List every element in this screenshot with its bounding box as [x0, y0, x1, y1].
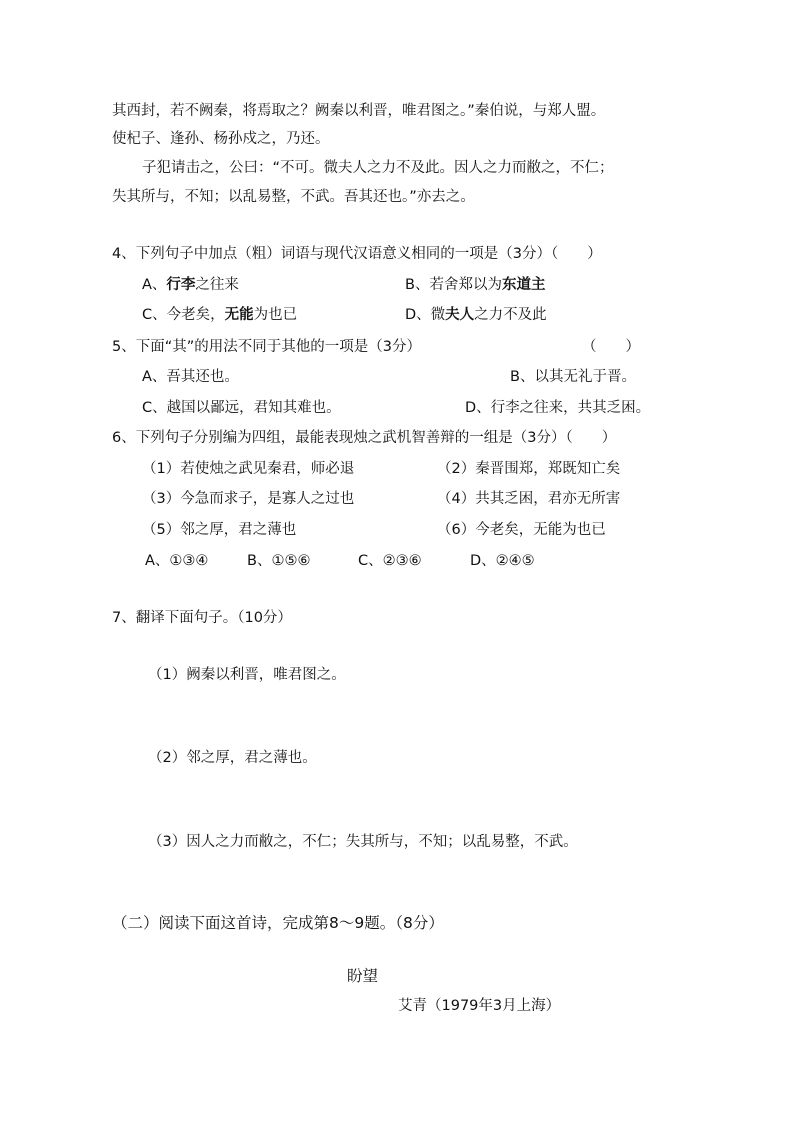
q6-sentence-1: （1）若使烛之武见秦君，师必退 — [142, 461, 355, 477]
poem-title: 盼望 — [347, 967, 379, 985]
passage-line-3: 子犯请击之，公曰：“不可。微夫人之力不及此。因人之力而敝之，不仁； — [142, 160, 614, 176]
q4-stem: 4、下列句子中加点（粗）词语与现代汉语意义相同的一项是（3分）（ ） — [112, 246, 602, 262]
q4-option-c-emphasis: 无能 — [224, 307, 254, 323]
q7-stem: 7、翻译下面句子。（10分） — [112, 610, 292, 626]
q4-option-d: D、微夫人之力不及此 — [405, 307, 547, 323]
q5-option-c: C、越国以鄙远，君知其难也。 — [142, 400, 341, 416]
passage-line-1: 其西封，若不阙秦，将焉取之？阙秦以利晋，唯君图之。”秦伯说，与郑人盟。 — [112, 103, 606, 119]
q6-option-b: B、①⑤⑥ — [247, 553, 311, 569]
passage-line-2: 使杞子、逢孙、杨孙戍之，乃还。 — [112, 131, 330, 147]
section-2-heading: （二）阅读下面这首诗，完成第8～9题。（8分） — [112, 914, 444, 932]
q4-option-b: B、若舍郑以为东道主 — [405, 277, 546, 293]
q7-sentence-3: （3）因人之力而敝之，不仁；失其所与，不知；以乱易整，不武。 — [148, 834, 578, 850]
q6-option-a: A、①③④ — [145, 553, 209, 569]
q4-option-b-emphasis: 东道主 — [501, 277, 546, 293]
q6-option-c: C、②③⑥ — [358, 553, 422, 569]
q5-option-b: B、以其无礼于晋。 — [510, 369, 636, 385]
q6-sentence-4: （4）共其乏困，君亦无所害 — [437, 491, 621, 507]
q4-option-a-emphasis: 行李 — [166, 277, 196, 293]
q5-stem: 5、下面“其”的用法不同于其他的一项是（3分） — [112, 339, 421, 355]
q6-sentence-5: （5）邻之厚，君之薄也 — [142, 522, 297, 538]
passage-line-4: 失其所与，不知；以乱易整，不武。吾其还也。”亦去之。 — [112, 189, 475, 205]
q6-sentence-2: （2）秦晋围郑，郑既知亡矣 — [437, 461, 621, 477]
q5-option-a: A、吾其还也。 — [142, 369, 239, 385]
q5-answer-paren: （ ） — [582, 339, 640, 355]
q5-option-d: D、行李之往来，共其乏困。 — [465, 400, 651, 416]
q7-sentence-1: （1）阙秦以利晋，唯君图之。 — [148, 667, 346, 683]
q4-option-c: C、今老矣，无能为也已 — [142, 307, 298, 323]
q6-sentence-6: （6）今老矣，无能为也已 — [437, 522, 606, 538]
q7-sentence-2: （2）邻之厚，君之薄也。 — [148, 750, 317, 766]
q6-sentence-3: （3）今急而求子，是寡人之过也 — [142, 491, 355, 507]
q6-option-d: D、②④⑤ — [470, 553, 535, 569]
q4-option-a: A、行李之往来 — [142, 277, 239, 293]
poem-author: 艾青（1979年3月上海） — [398, 998, 561, 1014]
q6-stem: 6、下列句子分别编为四组，最能表现烛之武机智善辩的一组是（3分）（ ） — [112, 430, 617, 446]
q4-option-d-emphasis: 夫人 — [445, 307, 475, 323]
